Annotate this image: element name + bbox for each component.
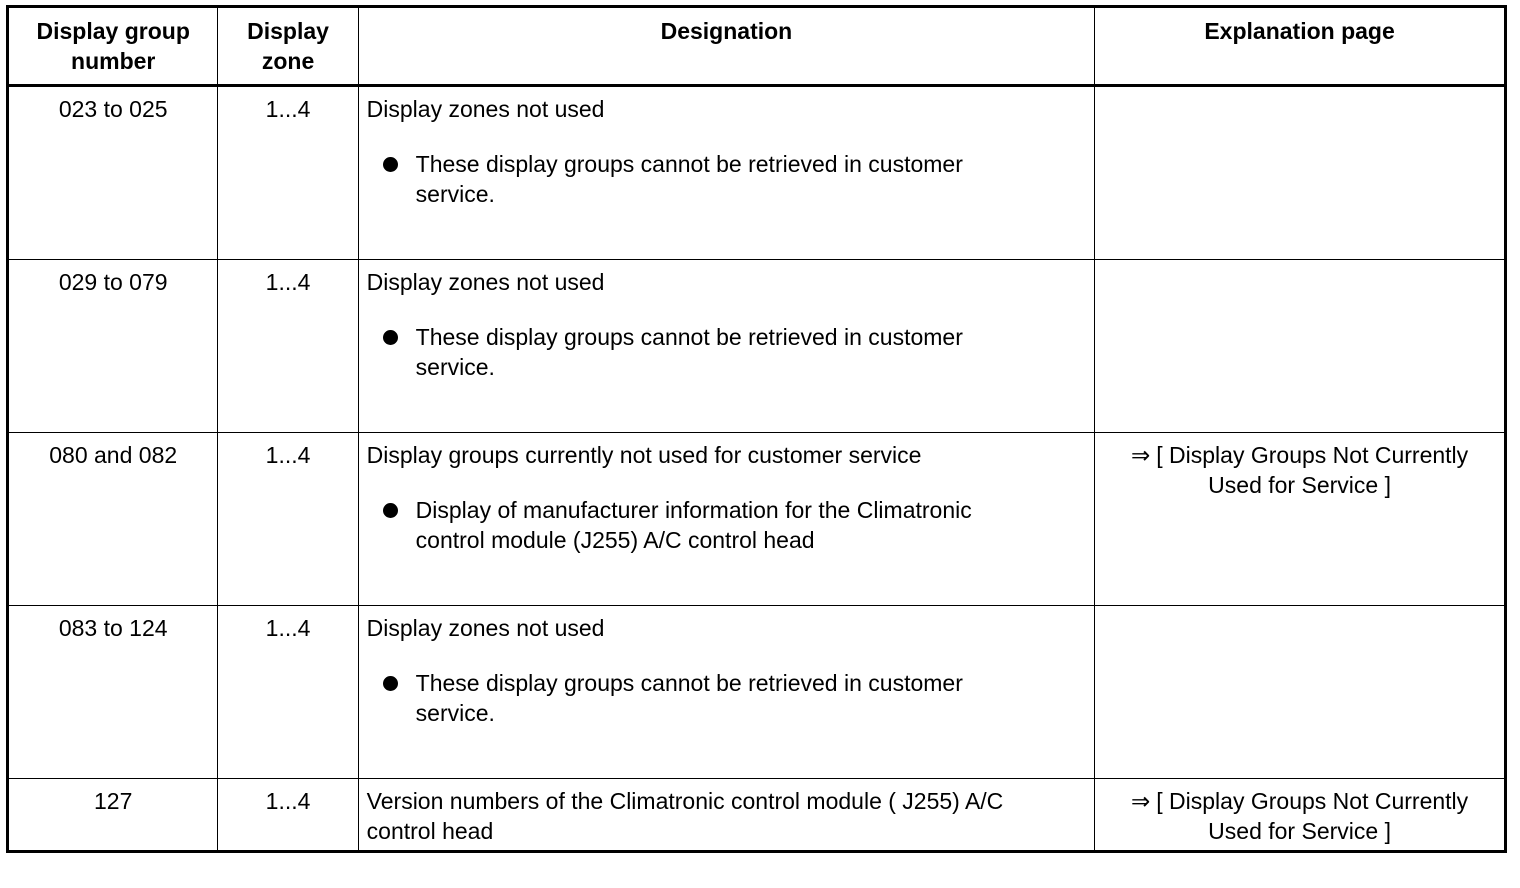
display-zone-cell: 1...4 [218, 86, 358, 260]
explanation-cell [1095, 86, 1506, 260]
explanation-link[interactable]: [ Display Groups Not Currently Used for Service ] [1156, 788, 1469, 844]
bullet-icon [383, 676, 398, 691]
designation-title: Display groups currently not used for customer service [366, 442, 922, 468]
designation-title: Version numbers of the Climatronic control module ( J255) A/C control head [366, 788, 1004, 844]
bullet-item [367, 149, 1076, 209]
bullet-icon [383, 157, 398, 172]
bullet-icon [383, 503, 398, 518]
arrow-right-icon: ⇒ [1130, 442, 1151, 468]
bullet-item [367, 322, 1076, 382]
group-number-cell: 083 to 124 [8, 606, 218, 779]
table-row [8, 433, 1506, 606]
table-row [8, 86, 1506, 260]
bullet-icon [383, 330, 398, 345]
designation-cell [358, 779, 1094, 852]
designation-cell [358, 606, 1094, 779]
designation-cell [358, 433, 1094, 606]
group-number-cell: 127 [8, 779, 218, 852]
explanation-link[interactable]: [ Display Groups Not Currently Used for Service ] [1156, 442, 1469, 498]
explanation-cell [1095, 606, 1506, 779]
display-zone-cell: 1...4 [218, 779, 358, 852]
designation-title: Display zones not used [366, 96, 605, 122]
group-number-cell: 023 to 025 [8, 86, 218, 260]
display-zone-cell: 1...4 [218, 606, 358, 779]
display-groups-table [6, 5, 1507, 853]
designation-title: Display zones not used [366, 269, 605, 295]
header-explanation-page: Explanation page [1095, 7, 1506, 86]
explanation-cell [1095, 260, 1506, 433]
table-row [8, 779, 1506, 852]
arrow-right-icon: ⇒ [1130, 788, 1151, 814]
bullet-text: These display groups cannot be retrieved in customer service. [415, 670, 963, 726]
group-number-cell: 080 and 082 [8, 433, 218, 606]
header-designation: Designation [358, 7, 1094, 86]
group-number-cell: 029 to 079 [8, 260, 218, 433]
header-display-group-number: Display group number [8, 7, 218, 86]
table-row [8, 260, 1506, 433]
bullet-text: Display of manufacturer information for the Climatronic control module (J255) A/C control head [415, 497, 972, 553]
display-zone-cell: 1...4 [218, 433, 358, 606]
designation-cell [358, 86, 1094, 260]
table-header-row [8, 7, 1506, 86]
bullet-item [367, 668, 1076, 728]
explanation-cell [1095, 433, 1506, 606]
designation-cell [358, 260, 1094, 433]
bullet-text: These display groups cannot be retrieved in customer service. [415, 324, 963, 380]
header-display-zone: Display zone [218, 7, 358, 86]
explanation-cell [1095, 779, 1506, 852]
bullet-text: These display groups cannot be retrieved in customer service. [415, 151, 963, 207]
designation-title: Display zones not used [366, 615, 605, 641]
display-zone-cell: 1...4 [218, 260, 358, 433]
bullet-item [367, 495, 1076, 555]
table-row [8, 606, 1506, 779]
